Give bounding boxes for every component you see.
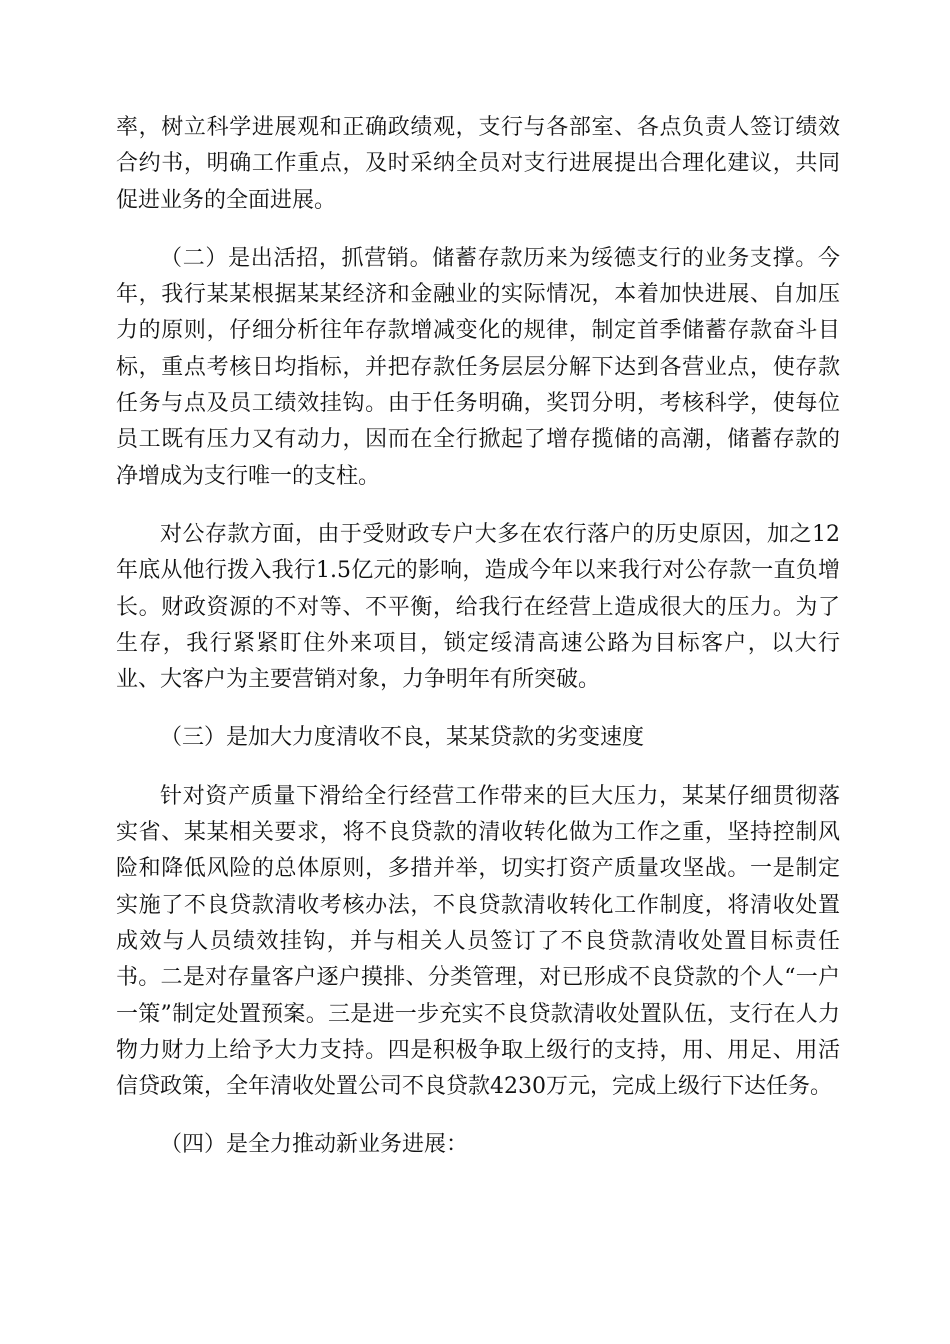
paragraph-bad-loan-recovery: 针对资产质量下滑给全行经营工作带来的巨大压力，某某仔细贯彻落实省、某某相关要求，将不良贷款的清收转化做为工作之重，坚持控制风险和降低风险的总体原则，多措并举，切实打资产质量攻坚战。一是制定实施了不良贷款清收考核办法，不良贷款清收转化工作制度，将清收处置成效与人员绩效挂钩，并与相关人员签订了不良贷款清收处置目标责任书。二是对存量客户逐户摸排、分类管理，对已形成不良贷款的个人“一户一策”制定处置预案。三是进一步充实不良贷款清收处置队伍，支行在人力物力财力上给予大力支持。四是积极争取上级行的支持，用、用足、用活信贷政策，全年清收处置公司不良贷款4230万元，完成上级行下达任务。 [116,783,840,1100]
section-heading-bad-loans: （三）是加大力度清收不良，某某贷款的劣变速度 [160,725,645,751]
paragraph-corporate-deposits: 对公存款方面，由于受财政专户大多在农行落户的历史原因，加之12年底从他行拨入我行1.5亿元的影响，造成今年以来我行对公存款一直负增长。财政资源的不对等、不平衡，给我行在经营上造成很大的压力。为了生存，我行紧紧盯住外来项目，锁定绥清高速公路为目标客户，以大行业、大客户为主要营销对象，力争明年有所突破。 [116,521,840,693]
paragraph-continued: 率，树立科学进展观和正确政绩观，支行与各部室、各点负责人签订绩效合约书，明确工作重点，及时采纳全员对支行进展提出合理化建议，共同促进业务的全面进展。 [116,115,840,213]
section-heading-new-business: （四）是全力推动新业务进展： [160,1132,469,1158]
paragraph-savings-marketing: （二）是出活招，抓营销。储蓄存款历来为绥德支行的业务支撑。今年，我行某某根据某某经济和金融业的实际情况，本着加快进展、自加压力的原则，仔细分析往年存款增减变化的规律，制定首季储蓄存款奋斗目标，重点考核日均指标，并把存款任务层层分解下达到各营业点，使存款任务与点及员工绩效挂钩。由于任务明确，奖罚分明，考核科学，使每位员工既有压力又有动力，因而在全行掀起了增存揽储的高潮，储蓄存款的净增成为支行唯一的支柱。 [116,245,840,489]
